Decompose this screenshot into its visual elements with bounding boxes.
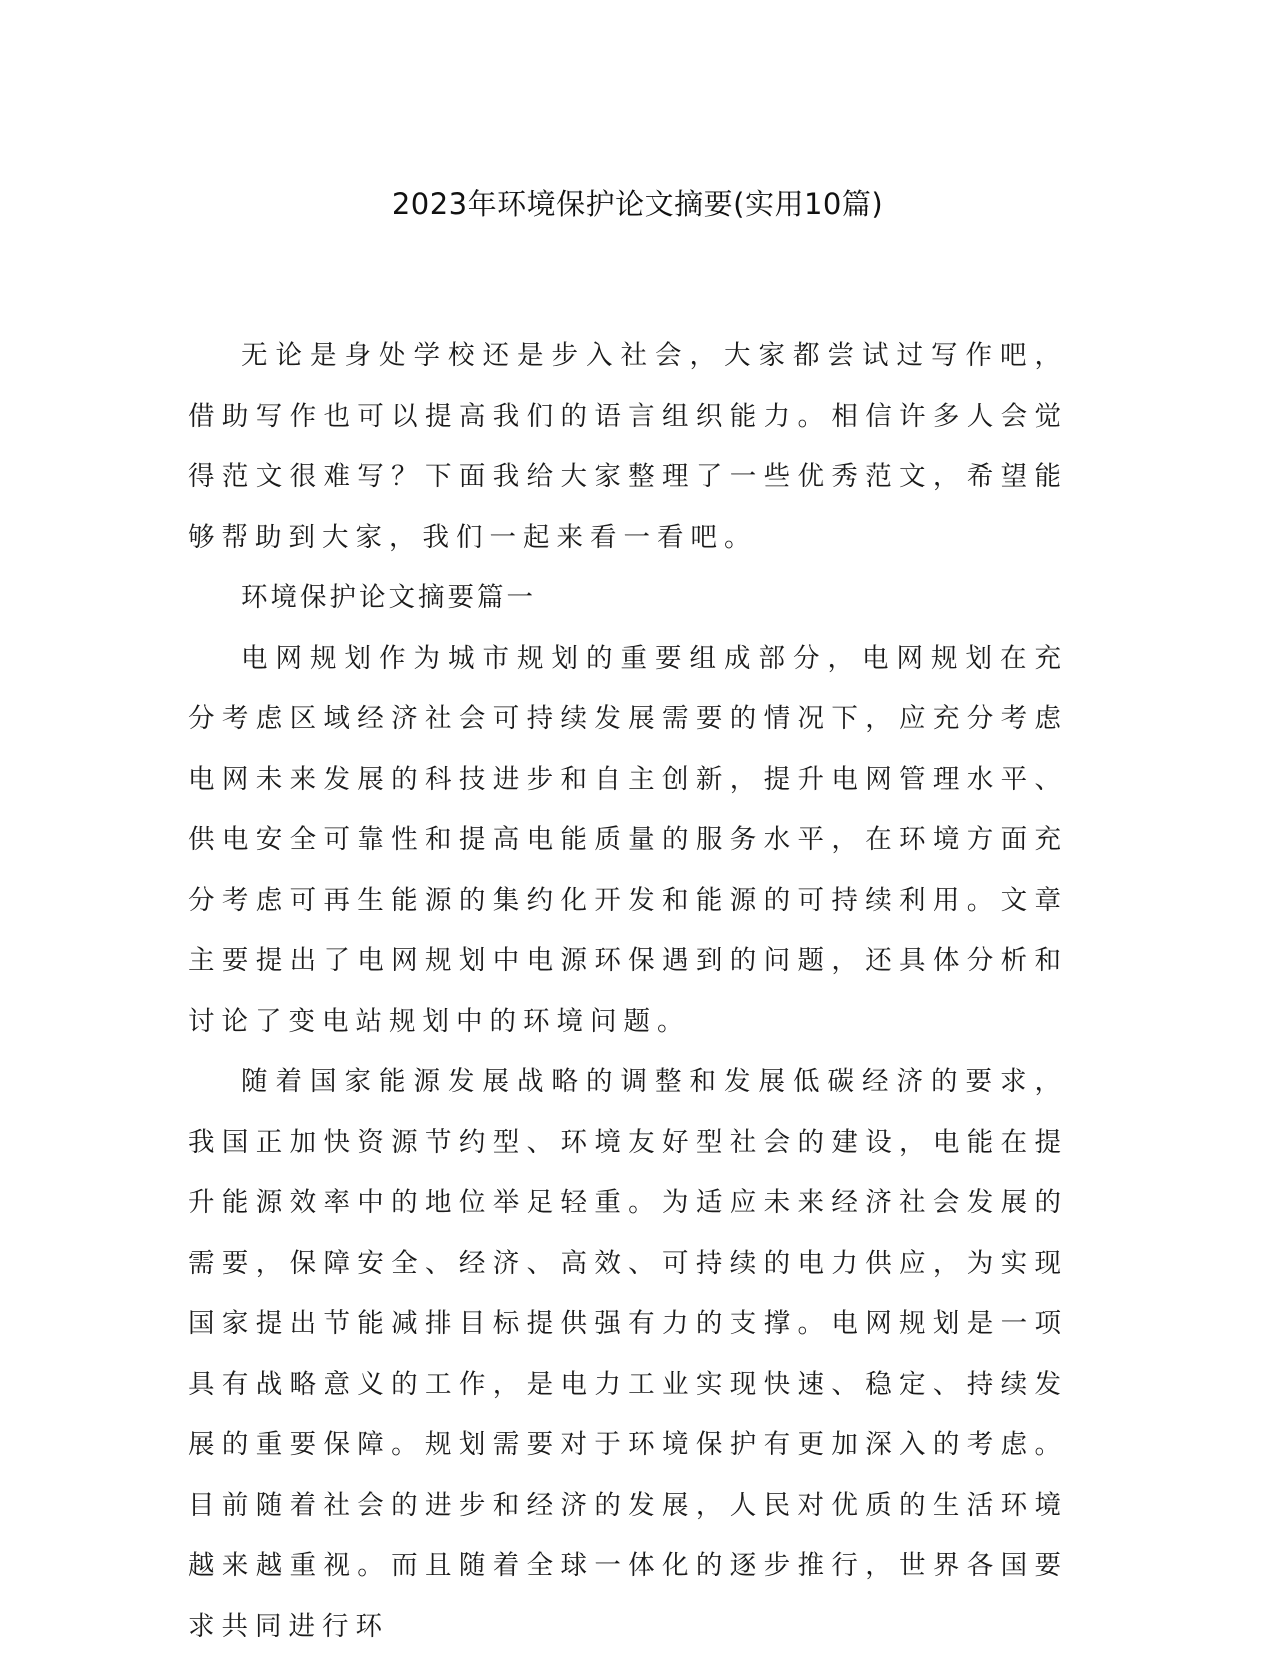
body-paragraph-1: 电网规划作为城市规划的重要组成部分，电网规划在充分考虑区域经济社会可持续发展需要的情况下，应充分考虑电网未来发展的科技进步和自主创新，提升电网管理水平、供电安全可靠性和提高电能质量的服务水平，在环境方面充分考虑可再生能源的集约化开发和能源的可持续利用。文章主要提出了电网规划中电源环保遇到的问题，还具体分析和讨论了变电站规划中的环境问题。 [188,642,1068,1037]
intro-paragraph: 无论是身处学校还是步入社会，大家都尝试过写作吧，借助写作也可以提高我们的语言组织能力。相信许多人会觉得范文很难写？下面我给大家整理了一些优秀范文，希望能够帮助到大家，我们一起来看一看吧。 [188,340,1068,553]
document-body [188,326,1068,1657]
body-paragraph-2: 随着国家能源发展战略的调整和发展低碳经济的要求，我国正加快资源节约型、环境友好型社会的建设，电能在提升能源效率中的地位举足轻重。为适应未来经济社会发展的需要，保障安全、经济、高效、可持续的电力供应，为实现国家提出节能减排目标提供强有力的支撑。电网规划是一项具有战略意义的工作，是电力工业实现快速、稳定、持续发展的重要保障。规划需要对于环境保护有更加深入的考虑。目前随着社会的进步和经济的发展，人民对优质的生活环境越来越重视。而且随着全球一体化的逐步推行，世界各国要求共同进行环 [188,1066,1068,1642]
section-heading: 环境保护论文摘要篇一 [241,582,536,613]
document-title: 2023年环境保护论文摘要(实用10篇) [391,187,884,221]
